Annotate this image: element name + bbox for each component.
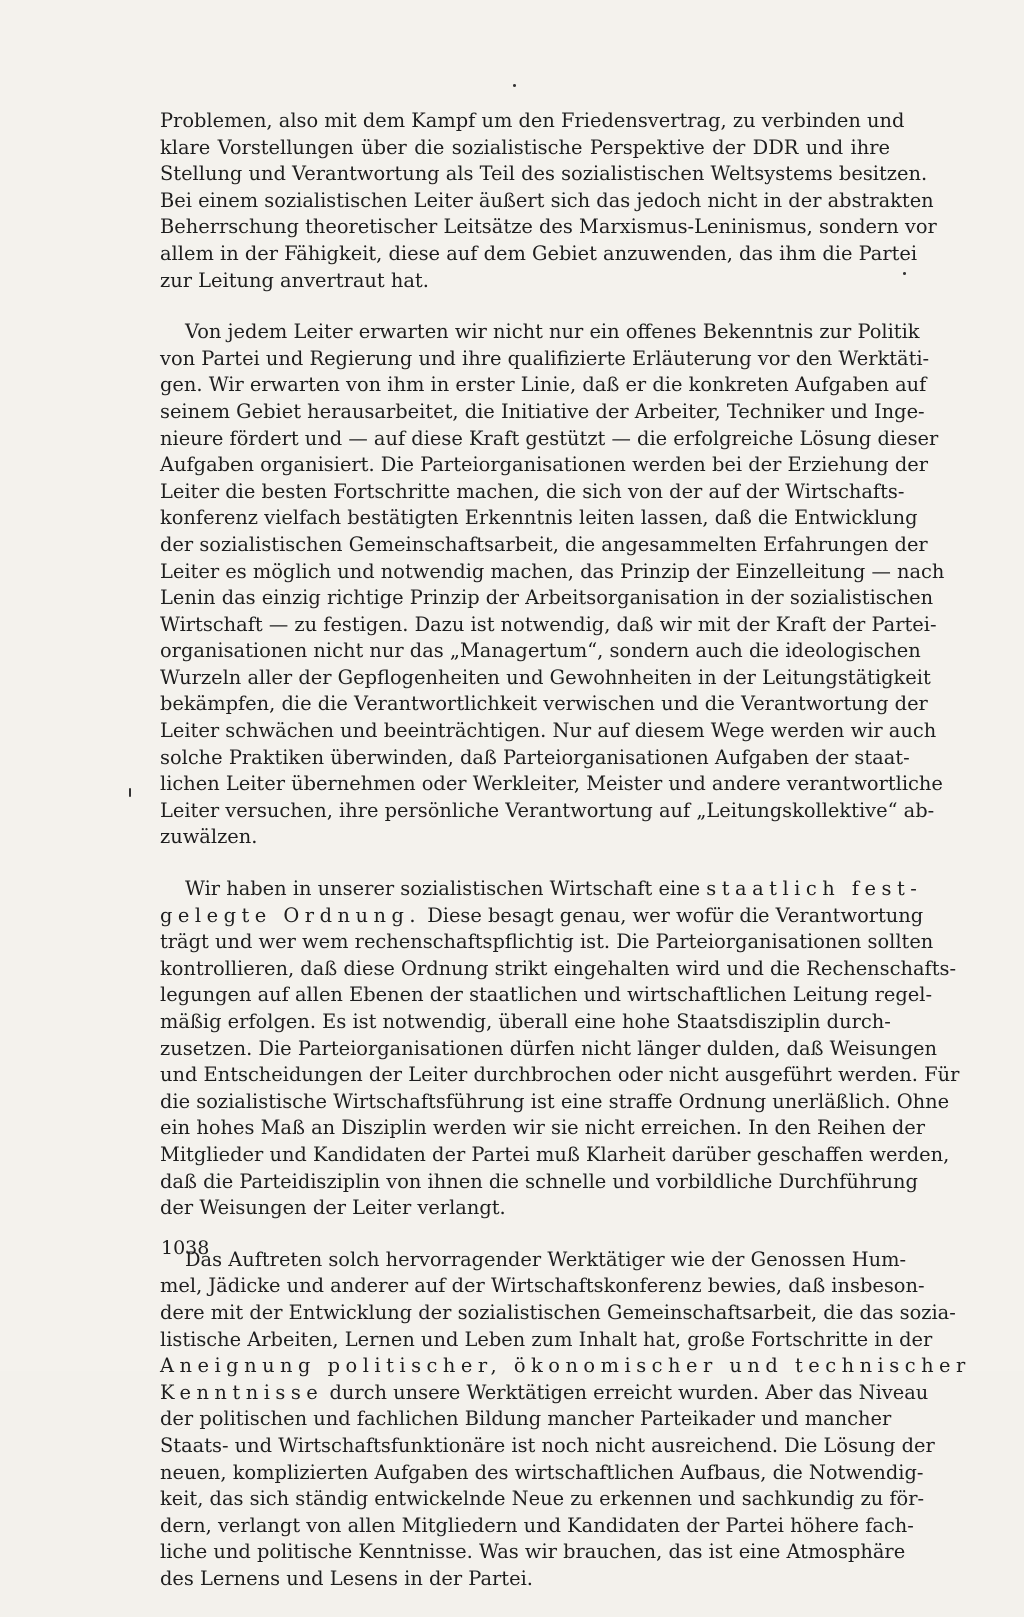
text-span: Wir haben in unserer sozialistischen Wirtschaft eine: [185, 877, 701, 901]
text-line: mäßig erfolgen. Es ist notwendig, überall eine hohe Staatsdisziplin durch-: [160, 1010, 891, 1033]
text-line: von Partei und Regierung und ihre qualifizierte Erläuterung vor den Werktäti-: [160, 346, 930, 370]
text-line: seinem Gebiet herausarbeitet, die Initiative der Arbeiter, Techniker und Inge-: [160, 399, 925, 423]
text-span: Diese besagt genau, wer wofür die Verantwortung: [427, 903, 924, 927]
text-line: zuwälzen.: [160, 825, 258, 849]
text-line: Leiter versuchen, ihre persönliche Verantwortung auf „Leitungskollektive“ ab-: [160, 798, 935, 822]
spaced-emphasis-line: Aneignung politischer, ökonomischer und technischer: [160, 1354, 971, 1378]
text-line: die sozialistische Wirtschaftsführung ist eine straffe Ordnung unerläßlich. Ohne: [160, 1089, 950, 1113]
text-line: kontrollieren, daß diese Ordnung strikt eingehalten wird und die Rechenschafts-: [160, 956, 956, 980]
scan-speck: [513, 84, 516, 87]
text-line: Wirtschaft — zu festigen. Dazu ist notwendig, daß wir mit der Kraft der Partei-: [160, 612, 937, 636]
text-line: Leiter schwächen und beeinträchtigen. Nur auf diesem Wege werden wir auch: [160, 719, 937, 743]
page-number: 1038: [161, 1237, 210, 1259]
text-line: zur Leitung anvertraut hat.: [160, 268, 429, 292]
text-line: allem in der Fähigkeit, diese auf dem Gebiet anzuwenden, das ihm die Partei: [160, 241, 918, 265]
text-line: legungen auf allen Ebenen der staatlichen und wirtschaftlichen Leitung regel-: [160, 983, 933, 1007]
text-line: keit, das sich ständig entwickelnde Neue zu erkennen und sachkundig zu för-: [160, 1487, 925, 1511]
text-line: zusetzen. Die Parteiorganisationen dürfen nicht länger dulden, daß Weisungen: [160, 1036, 937, 1060]
text-line: Lenin das einzig richtige Prinzip der Arbeitsorganisation in der sozialistischen: [160, 586, 934, 610]
text-line: ein hohes Maß an Disziplin werden wir sie nicht erreichen. In den Reihen der: [160, 1116, 926, 1140]
paragraph-4: [160, 1247, 971, 1593]
text-line: Beherrschung theoretischer Leitsätze des Marxismus-Leninismus, sondern vor: [160, 215, 937, 239]
text-line: dern, verlangt von allen Mitgliedern und Kandidaten der Partei höhere fach-: [160, 1513, 914, 1537]
text-line: bekämpfen, die die Verantwortlichkeit verwischen und die Verantwortung der: [160, 692, 928, 716]
text-line: und Entscheidungen der Leiter durchbrochen oder nicht ausgeführt werden. Für: [160, 1063, 960, 1087]
text-line: gen. Wir erwarten von ihm in erster Linie, daß er die konkreten Aufgaben auf: [160, 373, 927, 397]
text-line: Von jedem Leiter erwarten wir nicht nur ein offenes Bekenntnis zur Politik: [185, 320, 920, 344]
text-span: durch unsere Werktätigen erreicht wurden. Aber das Niveau: [329, 1380, 929, 1404]
text-line: Stellung und Verantwortung als Teil des sozialistischen Weltsystems besitzen.: [160, 162, 928, 186]
text-line: Aufgaben organisiert. Die Parteiorganisationen werden bei der Erziehung der: [160, 453, 929, 477]
text-line: Leiter die besten Fortschritte machen, die sich von der auf der Wirtschafts-: [160, 479, 905, 503]
spaced-emphasis: staatlich fest-: [706, 877, 923, 901]
text-line: Wurzeln aller der Gepflogenheiten und Gewohnheiten in der Leitungstätigkeit: [160, 665, 931, 689]
text-line: solche Praktiken überwinden, daß Parteiorganisationen Aufgaben der staat-: [160, 745, 910, 769]
text-line: listische Arbeiten, Lernen und Leben zum Inhalt hat, große Fortschritte in der: [160, 1327, 933, 1351]
text-line: der Weisungen der Leiter verlangt.: [160, 1196, 506, 1220]
text-line: trägt und wer wem rechenschaftspflichtig ist. Die Parteiorganisationen sollten: [160, 930, 934, 954]
text-line: klare Vorstellungen über die sozialistische Perspektive der DDR und ihre: [160, 135, 890, 159]
paragraph-1: [160, 108, 937, 294]
text-line: Staats- und Wirtschaftsfunktionäre ist noch nicht ausreichend. Die Lösung der: [160, 1433, 935, 1457]
text-line: konferenz vielfach bestätigten Erkenntnis leiten lassen, daß die Entwicklung: [160, 506, 918, 530]
text-line: [160, 903, 924, 930]
text-line: Bei einem sozialistischen Leiter äußert sich das jedoch nicht in der abstrakten: [160, 188, 934, 212]
text-line: dere mit der Entwicklung der sozialistischen Gemeinschaftsarbeit, die das sozia-: [160, 1300, 956, 1324]
text-line: daß die Parteidisziplin von ihnen die schnelle und vorbildliche Durchführung: [160, 1169, 918, 1193]
scan-speck: [903, 272, 906, 275]
text-line: lichen Leiter übernehmen oder Werkleiter, Meister und andere verantwortliche: [160, 772, 943, 796]
text-line: Problemen, also mit dem Kampf um den Friedensvertrag, zu verbinden und: [160, 109, 905, 132]
paragraph-2: [160, 319, 945, 851]
text-line: der politischen und fachlichen Bildung mancher Parteikader und mancher: [160, 1407, 892, 1431]
text-line: Das Auftreten solch hervorragender Werktätiger wie der Genossen Hum-: [185, 1247, 907, 1271]
spaced-emphasis: gelegte Ordnung.: [160, 903, 422, 927]
text-line: Mitglieder und Kandidaten der Partei muß Klarheit darüber geschaffen werden,: [160, 1142, 950, 1166]
text-line: neuen, komplizierten Aufgaben des wirtschaftlichen Aufbaus, die Notwendig-: [160, 1460, 924, 1484]
text-line: organisationen nicht nur das „Managertum“, sondern auch die ideologischen: [160, 639, 921, 663]
text-line: der sozialistischen Gemeinschaftsarbeit, die angesammelten Erfahrungen der: [160, 532, 928, 556]
text-line: [160, 1380, 929, 1407]
paragraph-3: [160, 876, 960, 1222]
text-line: liche und politische Kenntnisse. Was wir brauchen, das ist eine Atmosphäre: [160, 1540, 906, 1564]
text-line: nieure fördert und — auf diese Kraft gestützt — die erfolgreiche Lösung dieser: [160, 426, 939, 450]
spaced-emphasis: Kenntnisse: [160, 1380, 324, 1404]
text-line: [160, 876, 923, 903]
text-line: Leiter es möglich und notwendig machen, das Prinzip der Einzelleitung — nach: [160, 559, 945, 583]
text-column: [160, 108, 971, 1617]
scan-speck: [129, 788, 131, 797]
text-line: mel, Jädicke und anderer auf der Wirtschaftskonferenz bewies, daß insbeson-: [160, 1274, 925, 1298]
text-line: des Lernens und Lesens in der Partei.: [160, 1566, 533, 1590]
